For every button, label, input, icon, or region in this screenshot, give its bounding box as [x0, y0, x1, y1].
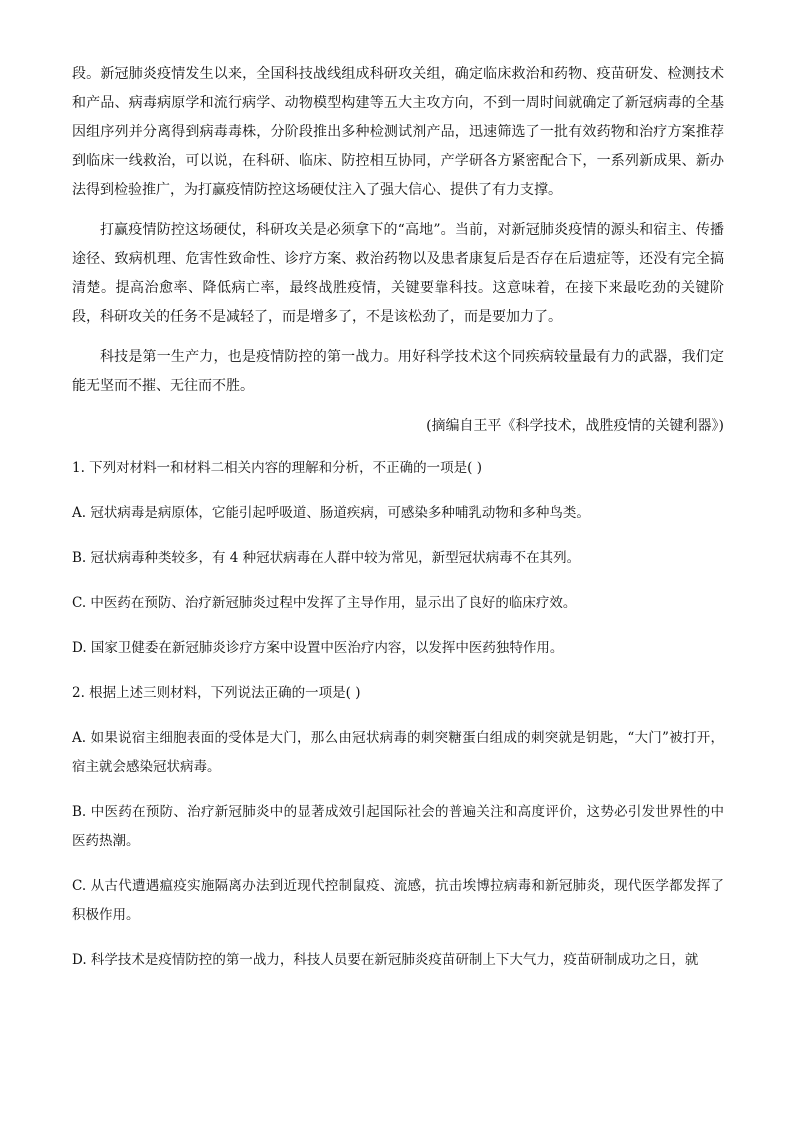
question-2-option-a: A. 如果说宿主细胞表面的受体是大门，那么由冠状病毒的刺突糖蛋白组成的刺突就是钥匙，“大门”被打开，宿主就会感染冠状病毒。: [72, 730, 724, 775]
passage-source: (摘编自王平《科学技术，战胜疫情的关键利器》): [426, 418, 724, 434]
question-1-option-c: C. 中医药在预防、治疗新冠肺炎过程中发挥了主导作用，显示出了良好的临床疗效。: [72, 595, 577, 611]
document-page: [72, 60, 724, 991]
question-2-option-d: D. 科学技术是疫情防控的第一战力，科技人员要在新冠肺炎疫苗研制上下大气力，疫苗研制成功之日，就: [72, 952, 699, 968]
question-1-stem: 1. 下列对材料一和材料二相关内容的理解和分析，不正确的一项是( ): [72, 460, 482, 476]
passage-paragraph-1: 段。新冠肺炎疫情发生以来，全国科技战线组成科研攻关组，确定临床救治和药物、疫苗研发、检测技术和产品、病毒病原学和流行病学、动物模型构建等五大主攻方向，不到一周时间就确定了新冠病毒的全基因组序列并分离得到病毒毒株，分阶段推出多种检测试剂产品，迅速筛选了一批有效药物和治疗方案推荐到临床一线救治，可以说，在科研、临床、防控相互协同，产学研各方紧密配合下，一系列新成果、新办法得到检验推广，为打赢疫情防控这场硬仗注入了强大信心、提供了有力支撑。: [72, 66, 724, 198]
question-1-option-b: B. 冠状病毒种类较多，有 4 种冠状病毒在人群中较为常见，新型冠状病毒不在其列。: [72, 550, 581, 566]
question-1-option-a: A. 冠状病毒是病原体，它能引起呼吸道、肠道疾病，可感染多种哺乳动物和多种鸟类。: [72, 505, 590, 521]
passage-paragraph-2: 打赢疫情防控这场硬仗，科研攻关是必须拿下的“高地”。当前，对新冠肺炎疫情的源头和宿主、传播途径、致病机理、危害性致命性、诊疗方案、救治药物以及患者康复后是否存在后遗症等，还没有完全搞清楚。提高治愈率、降低病亡率，最终战胜疫情，关键要靠科技。这意味着，在接下来最吃劲的关键阶段，科研攻关的任务不是减轻了，而是增多了，不是该松劲了，而是要加力了。: [72, 222, 724, 325]
question-1-option-d: D. 国家卫健委在新冠肺炎诊疗方案中设置中医治疗内容，以发挥中医药独特作用。: [72, 640, 564, 656]
question-2-option-b: B. 中医药在预防、治疗新冠肺炎中的显著成效引起国际社会的普遍关注和高度评价，这势必引发世界性的中医药热潮。: [72, 804, 724, 849]
passage-paragraph-3: 科技是第一生产力，也是疫情防控的第一战力。用好科学技术这个同疾病较量最有力的武器，我们定能无坚而不摧、无往而不胜。: [72, 349, 724, 394]
question-2-stem: 2. 根据上述三则材料，下列说法正确的一项是( ): [72, 685, 361, 701]
question-2-option-c: C. 从古代遭遇瘟疫实施隔离办法到近现代控制鼠疫、流感，抗击埃博拉病毒和新冠肺炎，现代医学都发挥了积极作用。: [72, 878, 724, 923]
